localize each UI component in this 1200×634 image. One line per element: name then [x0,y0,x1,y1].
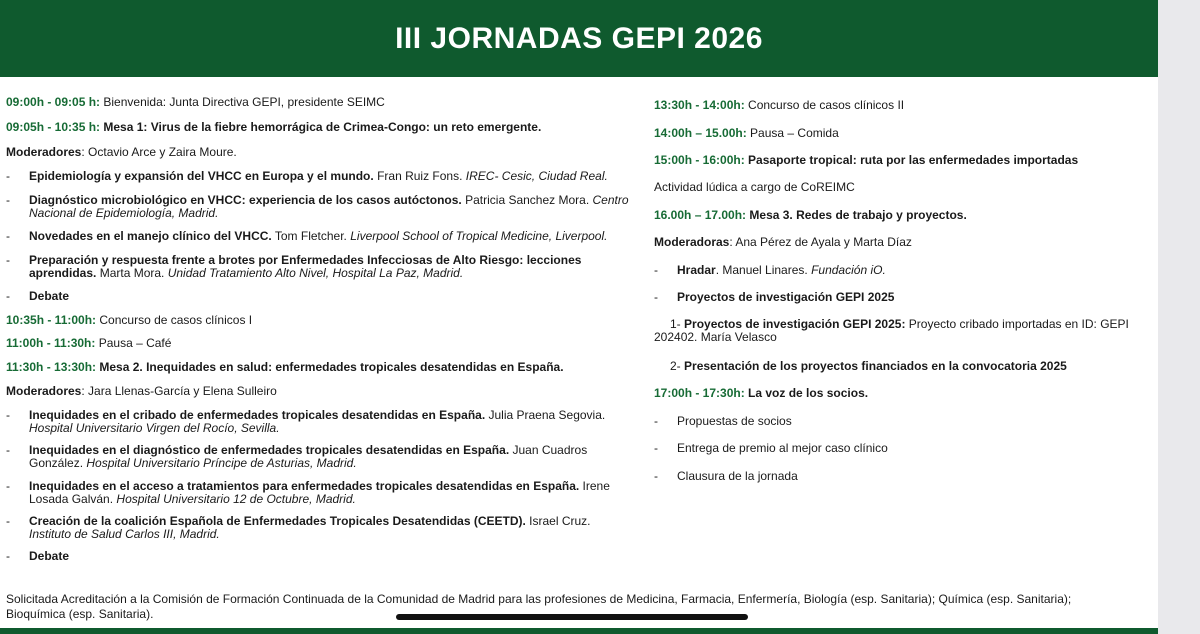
bullet-dash: - [6,169,10,183]
accreditation-line-1: Solicitada Acreditación a la Comisión de Formación Continuada de la Comunidad de Madrid para las profesiones de Medicina, Farmacia, Enfermería, Biología (esp. Sanitaria); Química (esp. Sanitaria); [6,592,1072,606]
bullet-dash: - [6,549,10,563]
bullet-dash: - [654,263,658,277]
session-title: Mesa 3. Redes de trabajo y proyectos. [746,208,967,222]
bullet-dash: - [654,469,658,483]
talk-speaker-cont: Losada Galván. [29,492,114,506]
time-label: 13:30h - 14:00h: [654,98,745,112]
item-text: Pausa – Café [95,336,172,350]
numbered-item-2 [654,360,1067,373]
item-text: Concurso de casos clínicos I [96,313,253,327]
moderators-names: : Octavio Arce y Zaira Moure. [81,145,237,159]
talk-speaker: Irene [579,479,610,493]
item-text: Propuestas de socios [677,414,792,428]
talk-speaker: Marta Mora. [96,266,165,280]
talk-title-line2: aprendidas. [29,266,97,280]
talk-institution: Hospital Universitario Príncipe de Asturias, Madrid. [83,456,357,470]
moderators-label: Moderadores [6,384,82,398]
schedule-item-casos-2 [654,99,904,112]
socios-item [654,470,798,483]
session-mesa-3 [654,209,967,222]
talk-speaker: Juan Cuadros [509,443,588,457]
talk-speaker: . Manuel Linares. [715,263,808,277]
talk-title: Novedades en el manejo clínico del VHCC. [29,229,272,243]
time-label: 15:00h - 16:00h: [654,153,745,167]
debate-item [6,290,69,303]
session-socios [654,387,868,400]
talk-title: Proyectos de investigación GEPI 2025 [677,290,895,304]
talk-institution: Hospital Universitario Virgen del Rocío, Sevilla. [29,421,280,435]
talk-speaker: Tom Fletcher. [271,229,347,243]
bullet-dash: - [654,441,658,455]
talk-institution: Hospital Universitario 12 de Octubre, Madrid. [113,492,356,506]
talk-item [6,409,605,435]
item-text: Pausa – Comida [746,126,839,140]
bullet-dash: - [6,479,10,493]
moderators-names: : Jara Llenas-García y Elena Sulleiro [81,384,277,398]
bullet-dash: - [654,414,658,428]
schedule-item-welcome [6,96,385,109]
time-label: 09:05h - 10:35 h: [6,120,101,134]
header-banner [0,0,1158,77]
item-text: Entrega de premio al mejor caso clínico [677,441,888,455]
session-title: Mesa 1: Virus de la fiebre hemorrágica de Crimea-Congo: un reto emergente. [100,120,542,134]
schedule-item-cafe [6,337,171,350]
time-label: 16.00h – 17.00h: [654,208,747,222]
talk-title: Inequidades en el acceso a tratamientos para enfermedades tropicales desatendidas en España. [29,479,580,493]
bullet-dash: - [6,253,10,267]
moderators-label: Moderadoras [654,235,730,249]
item-text: Concurso de casos clínicos II [744,98,905,112]
talk-institution: Instituto de Salud Carlos III, Madrid. [29,527,220,541]
bullet-dash: - [6,289,10,303]
talk-institution: Centro Nacional de Epidemiología, Madrid. [29,193,629,220]
socios-item [654,415,792,428]
talk-institution: Fundación iO. [807,263,886,277]
session-title: Pasaporte tropical: ruta por las enfermedades importadas [744,153,1079,167]
talk-institution: Liverpool School of Tropical Medicine, Liverpool. [346,229,608,243]
session-mesa-1 [6,121,541,134]
moderators-label: Moderadores [6,145,82,159]
talk-speaker: Israel Cruz. [525,514,591,528]
item-title: Proyectos de investigación GEPI 2025: [684,317,906,331]
talk-title-line1: Preparación y respuesta frente a brotes por Enfermedades Infecciosas de Alto Riesgo: lecciones [29,253,582,267]
page-title: III JORNADAS GEPI 2026 [395,21,763,55]
talk-item [6,515,591,541]
talk-item [6,230,607,243]
talk-item [654,264,886,277]
talk-item [6,480,610,506]
talk-title: Inequidades en el diagnóstico de enfermedades tropicales desatendidas en España. [29,443,510,457]
time-label: 09:00h - 09:05 h: [6,95,101,109]
session-pasaporte [654,154,1078,167]
talk-title: Epidemiología y expansión del VHCC en Europa y el mundo. [29,169,374,183]
socios-item [654,442,888,455]
bullet-dash: - [654,290,658,304]
moderators-mesa-2 [6,385,277,398]
talk-item [654,291,894,304]
item-title: Presentación de los proyectos financiados en la convocatoria 2025 [684,359,1067,373]
footer-bar [0,628,1158,634]
time-label: 17:00h - 17:30h: [654,386,745,400]
session-title: La voz de los socios. [744,386,869,400]
talk-speaker: Patricia Sanchez Mora. [461,193,590,207]
debate-label: Debate [29,549,70,563]
talk-speaker-cont: González. [29,456,84,470]
time-label: 10:35h - 11:00h: [6,313,97,327]
time-label: 14:00h – 15.00h: [654,126,747,140]
item-text: Actividad lúdica a cargo de CoREIMC [654,180,855,194]
bullet-dash: - [6,229,10,243]
item-text: Clausura de la jornada [677,469,798,483]
talk-institution: Unidad Tratamiento Alto Nivel, Hospital La Paz, Madrid. [164,266,464,280]
talk-title: Creación de la coalición Española de Enfermedades Tropicales Desatendidas (CEETD). [29,514,526,528]
talk-title: Inequidades en el cribado de enfermedades tropicales desatendidas en España. [29,408,486,422]
talk-speaker: Julia Praena Segovia. [485,408,606,422]
talk-item [6,254,581,280]
page-edge [1158,0,1200,634]
talk-institution: IREC- Cesic, Ciudad Real. [462,169,608,183]
debate-label: Debate [29,289,70,303]
item-text: Bienvenida: Junta Directiva GEPI, presidente SEIMC [100,95,385,109]
bullet-dash: - [6,514,10,528]
item-text: Proyecto cribado importadas en ID: GEPI [905,317,1129,331]
talk-item [6,194,636,220]
session-mesa-2 [6,361,564,374]
moderators-names: : Ana Pérez de Ayala y Marta Díaz [729,235,912,249]
time-label: 11:00h - 11:30h: [6,336,96,350]
talk-speaker: Fran Ruiz Fons. [373,169,463,183]
moderators-mesa-3 [654,236,912,249]
moderators-mesa-1 [6,146,237,159]
talk-title: Diagnóstico microbiológico en VHCC: experiencia de los casos autóctonos. [29,193,462,207]
scroll-handle[interactable] [396,614,748,620]
time-label: 11:30h - 13:30h: [6,360,97,374]
item-number: 2- [670,359,685,373]
item-text-cont: 202402. María Velasco [654,330,777,344]
talk-item [6,444,587,470]
session-title: Mesa 2. Inequidades en salud: enfermedades tropicales desatendidas en España. [96,360,564,374]
accreditation-line-2: Bioquímica (esp. Sanitaria). [6,607,154,621]
bullet-dash: - [6,193,10,207]
debate-item [6,550,69,563]
talk-title: Hradar [677,263,716,277]
talk-item [6,170,608,183]
schedule-item-comida [654,127,839,140]
bullet-dash: - [6,408,10,422]
item-number: 1- [670,317,685,331]
numbered-item-1 [654,318,1129,344]
bullet-dash: - [6,443,10,457]
activity-note [654,181,855,194]
schedule-item-casos-1 [6,314,252,327]
